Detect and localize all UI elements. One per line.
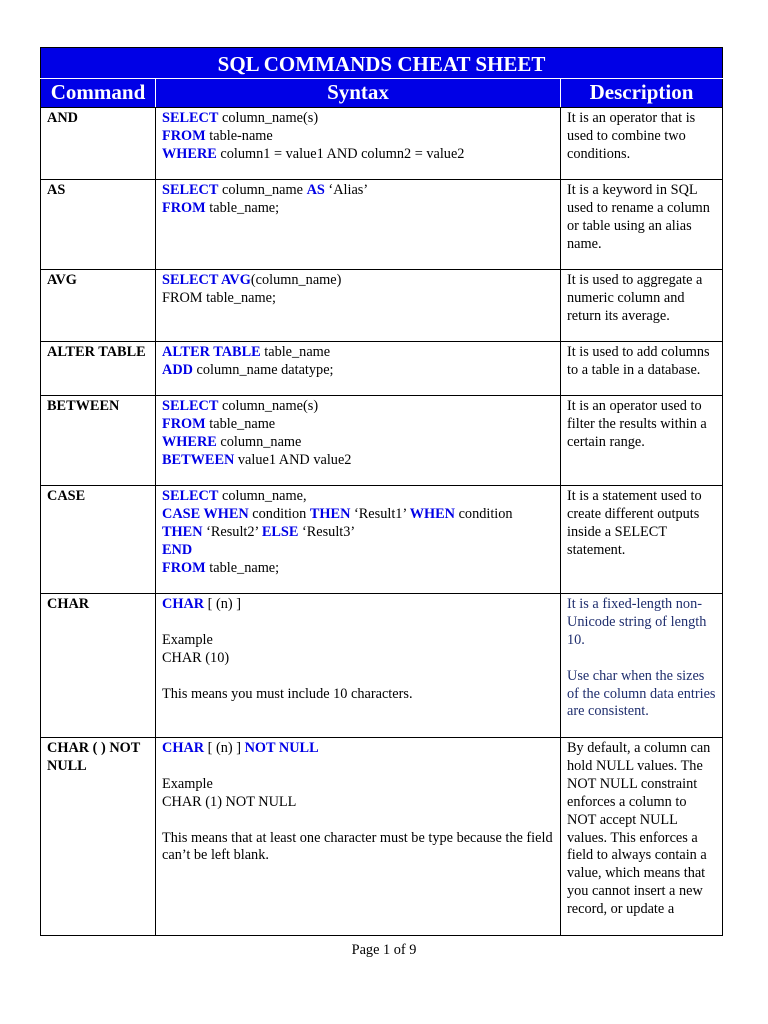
- syntax-text: [ (n) ]: [204, 740, 245, 756]
- syntax-text: table_name;: [205, 559, 280, 576]
- syntax-text: condition: [455, 505, 513, 522]
- sheet-title: SQL COMMANDS CHEAT SHEET: [41, 48, 723, 79]
- syntax-line: [162, 344, 554, 362]
- sql-keyword: THEN: [309, 505, 351, 522]
- syntax-line: [162, 272, 554, 290]
- syntax-text: table_name: [260, 344, 331, 360]
- sql-keyword: ALTER TABLE: [162, 344, 261, 360]
- description-text: Use char when the sizes of the column data entries are consistent.: [567, 667, 720, 720]
- description-text: It is a statement used to create different outputs inside a SELECT statement.: [567, 488, 706, 558]
- sql-keyword: CASE WHEN: [162, 505, 249, 522]
- sql-keyword: THEN: [162, 523, 203, 540]
- syntax-line: [162, 506, 554, 524]
- table-row: [41, 342, 723, 396]
- description-cell: [561, 108, 723, 180]
- description-text: By default, a column can hold NULL values. The NOT NULL constraint enforces a column to NOT accept NULL values. This enforces a field to always contain a value, which means that you cannot insert a new record, or update a: [567, 740, 714, 918]
- syntax-text: CHAR (10): [162, 649, 230, 666]
- syntax-line: [162, 542, 554, 560]
- syntax-text: table_name: [205, 415, 276, 432]
- description-cell: [561, 342, 723, 396]
- syntax-line: [162, 650, 554, 668]
- syntax-cell: [156, 270, 561, 342]
- syntax-text: condition: [248, 505, 310, 522]
- command-cell: BETWEEN: [41, 396, 156, 486]
- syntax-text: column_name(s): [218, 398, 319, 414]
- cheat-sheet-table: [40, 47, 723, 936]
- syntax-cell: [156, 738, 561, 936]
- sql-keyword: SELECT: [162, 110, 219, 126]
- header-description: Description: [561, 79, 723, 108]
- syntax-text: column_name,: [218, 488, 307, 504]
- syntax-text: table_name;: [205, 199, 280, 216]
- syntax-line: [162, 398, 554, 416]
- blank-line: [162, 758, 554, 776]
- description-text: It is used to aggregate a numeric column and return its average.: [567, 272, 706, 324]
- sql-keyword: SELECT: [162, 488, 219, 504]
- table-row: [41, 180, 723, 270]
- syntax-cell: [156, 486, 561, 594]
- syntax-text: Example: [162, 775, 213, 792]
- syntax-line: [162, 596, 554, 614]
- table-row: [41, 486, 723, 594]
- sql-keyword: FROM: [162, 199, 206, 216]
- table-row: [41, 738, 723, 936]
- description-cell: [561, 270, 723, 342]
- sql-keyword: FROM: [162, 415, 206, 432]
- syntax-cell: [156, 342, 561, 396]
- syntax-line: [162, 110, 554, 128]
- description-text: It is a keyword in SQL used to rename a column or table using an alias name.: [567, 182, 714, 252]
- command-cell: AND: [41, 108, 156, 180]
- syntax-line: [162, 632, 554, 650]
- syntax-line: [162, 200, 554, 218]
- blank-line: [162, 668, 554, 686]
- table-row: [41, 594, 723, 738]
- syntax-text: ‘Result2’: [202, 523, 262, 540]
- command-cell: CHAR ( ) NOT NULL: [41, 738, 156, 936]
- syntax-text: (column_name): [250, 272, 342, 288]
- syntax-text: [ (n) ]: [204, 596, 242, 612]
- syntax-line: [162, 182, 554, 200]
- syntax-cell: [156, 108, 561, 180]
- syntax-line: [162, 794, 554, 812]
- command-cell: CHAR: [41, 594, 156, 738]
- syntax-line: [162, 740, 554, 758]
- blank-line: [162, 614, 554, 632]
- syntax-text: ‘Alias’: [324, 182, 369, 198]
- syntax-text: table-name: [205, 127, 273, 144]
- description-cell: [561, 738, 723, 936]
- syntax-line: [162, 362, 554, 380]
- description-text: It is used to add columns to a table in a database.: [567, 344, 714, 378]
- sql-keyword: AS: [306, 182, 325, 198]
- table-row: [41, 108, 723, 180]
- syntax-text: FROM table_name;: [162, 289, 276, 306]
- syntax-text: column_name: [218, 182, 307, 198]
- description-cell: [561, 486, 723, 594]
- syntax-line: [162, 452, 554, 470]
- table-row: [41, 270, 723, 342]
- sql-keyword: ADD: [162, 361, 193, 378]
- syntax-line: [162, 290, 554, 308]
- syntax-text: ‘Result3’: [298, 523, 356, 540]
- syntax-text: value1 AND value2: [234, 451, 352, 468]
- blank-line: [567, 650, 716, 668]
- sql-keyword: SELECT: [162, 182, 219, 198]
- sql-keyword: CHAR: [162, 596, 205, 612]
- description-cell: [561, 396, 723, 486]
- command-cell: CASE: [41, 486, 156, 594]
- description-text: It is an operator used to filter the results within a certain range.: [567, 398, 711, 450]
- syntax-line: [162, 829, 557, 866]
- syntax-line: [162, 146, 554, 164]
- description-cell: [561, 180, 723, 270]
- syntax-cell: [156, 396, 561, 486]
- syntax-line: [162, 560, 554, 578]
- description-cell: [561, 594, 723, 738]
- syntax-line: [162, 686, 554, 704]
- syntax-line: [162, 776, 554, 794]
- sql-keyword: SELECT: [162, 398, 219, 414]
- sql-keyword: FROM: [162, 127, 206, 144]
- syntax-cell: [156, 180, 561, 270]
- sql-keyword: WHERE: [162, 433, 217, 450]
- syntax-text: This means that at least one character must be type because the field can’t be left blank.: [162, 829, 557, 864]
- sql-keyword: FROM: [162, 559, 206, 576]
- syntax-text: ‘Result1’: [350, 505, 410, 522]
- header-syntax: Syntax: [156, 79, 561, 108]
- syntax-text: Example: [162, 631, 213, 648]
- page-footer: Page 1 of 9: [351, 942, 417, 958]
- sql-keyword: CHAR: [162, 740, 205, 756]
- command-cell: AS: [41, 180, 156, 270]
- command-cell: ALTER TABLE: [41, 342, 156, 396]
- sql-keyword: END: [162, 541, 193, 558]
- syntax-text: column_name: [216, 433, 302, 450]
- description-text: It is a fixed-length non-Unicode string of length 10.: [567, 596, 710, 648]
- syntax-line: [162, 488, 554, 506]
- syntax-text: CHAR (1) NOT NULL: [162, 793, 297, 810]
- syntax-line: [162, 434, 554, 452]
- syntax-text: This means you must include 10 characters.: [162, 685, 413, 702]
- table-body: [41, 108, 723, 936]
- blank-line: [162, 812, 554, 830]
- syntax-line: [162, 128, 554, 146]
- sql-keyword: WHERE: [162, 145, 217, 162]
- sql-keyword: SELECT AVG: [162, 272, 251, 288]
- description-text: It is an operator that is used to combine two conditions.: [567, 110, 699, 162]
- sql-keyword: ELSE: [261, 523, 299, 540]
- syntax-line: [162, 524, 554, 542]
- table-row: [41, 396, 723, 486]
- sql-keyword: BETWEEN: [162, 451, 235, 468]
- syntax-text: column_name(s): [218, 110, 319, 126]
- header-command: Command: [41, 79, 156, 108]
- sql-keyword: NOT NULL: [244, 740, 319, 756]
- syntax-text: column_name datatype;: [192, 361, 334, 378]
- command-cell: AVG: [41, 270, 156, 342]
- syntax-cell: [156, 594, 561, 738]
- syntax-text: column1 = value1 AND column2 = value2: [216, 145, 465, 162]
- syntax-line: [162, 416, 554, 434]
- sql-keyword: WHEN: [409, 505, 455, 522]
